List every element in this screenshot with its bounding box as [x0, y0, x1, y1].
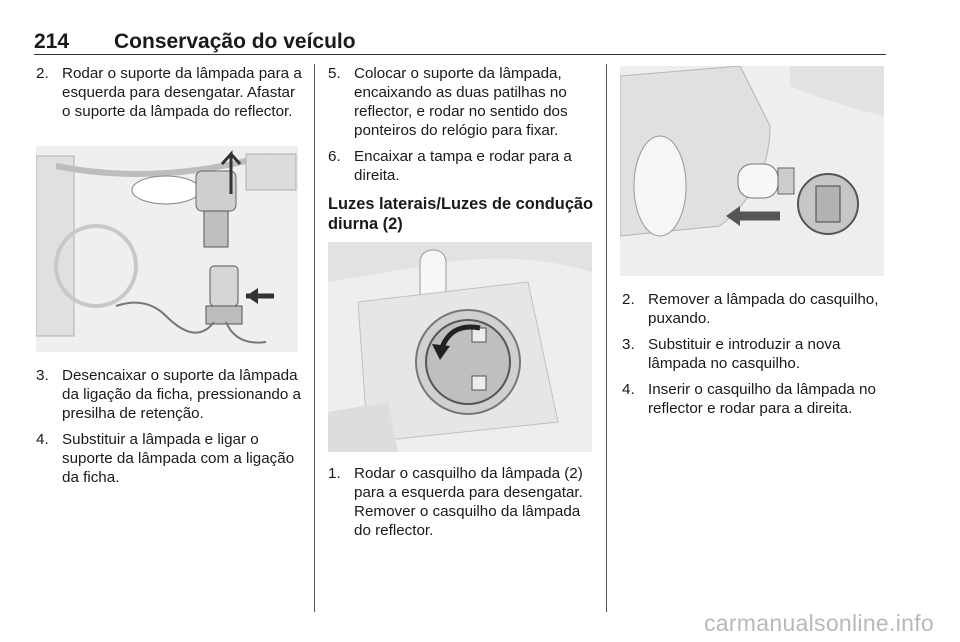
column-1-lower	[36, 366, 302, 487]
step-2-lamp-holder-rotate: 2. Rodar o suporte da lâmpada para a esquerda para desengatar. Afastar o suporte da lâmpada do reflector.	[36, 65, 302, 120]
step-1-rotate-socket: 1. Rodar o casquilho da lâmpada (2) para a esquerda para desengatar. Remover o casquilho da lâmpada do reflector.	[328, 465, 583, 539]
column-1	[36, 64, 302, 121]
step-4-replace-bulb: 4. Substituir a lâmpada e ligar o suporte da lâmpada com a ligação da ficha.	[36, 431, 295, 486]
step-6-fit-cover: 6. Encaixar a tampa e rodar para a direita.	[328, 148, 572, 184]
column-3	[622, 290, 888, 418]
column-2-lower	[328, 464, 594, 540]
figure-bulb-removal	[620, 66, 884, 276]
column-divider-right	[606, 64, 607, 612]
column-divider-left	[314, 64, 315, 612]
figure-side-light-socket	[328, 242, 592, 452]
step-5-refit-holder: 5. Colocar o suporte da lâmpada, encaixando as duas patilhas no reflector, e rodar no sentido dos ponteiros do relógio para fixar.	[328, 65, 568, 139]
step-3-insert-new-bulb: 3. Substituir e introduzir a nova lâmpada no casquilho.	[622, 336, 841, 372]
page-title: Conservação do veículo	[114, 30, 356, 53]
page-header	[34, 30, 886, 55]
watermark: carmanualsonline.info	[703, 610, 934, 636]
step-2-remove-bulb: 2. Remover a lâmpada do casquilho, puxando.	[622, 291, 879, 327]
step-3-disconnect: 3. Desencaixar o suporte da lâmpada da ligação da ficha, pressionando a presilha de retenção.	[36, 367, 301, 422]
page-number: 214	[34, 30, 70, 53]
section-heading: Luzes laterais/Luzes de condução diurna (2)	[328, 195, 594, 233]
column-2	[328, 64, 594, 234]
figure-bulb-holder-connector	[36, 146, 298, 352]
step-4-reinsert-socket: 4. Inserir o casquilho da lâmpada no reflector e rodar para a direita.	[622, 381, 876, 417]
